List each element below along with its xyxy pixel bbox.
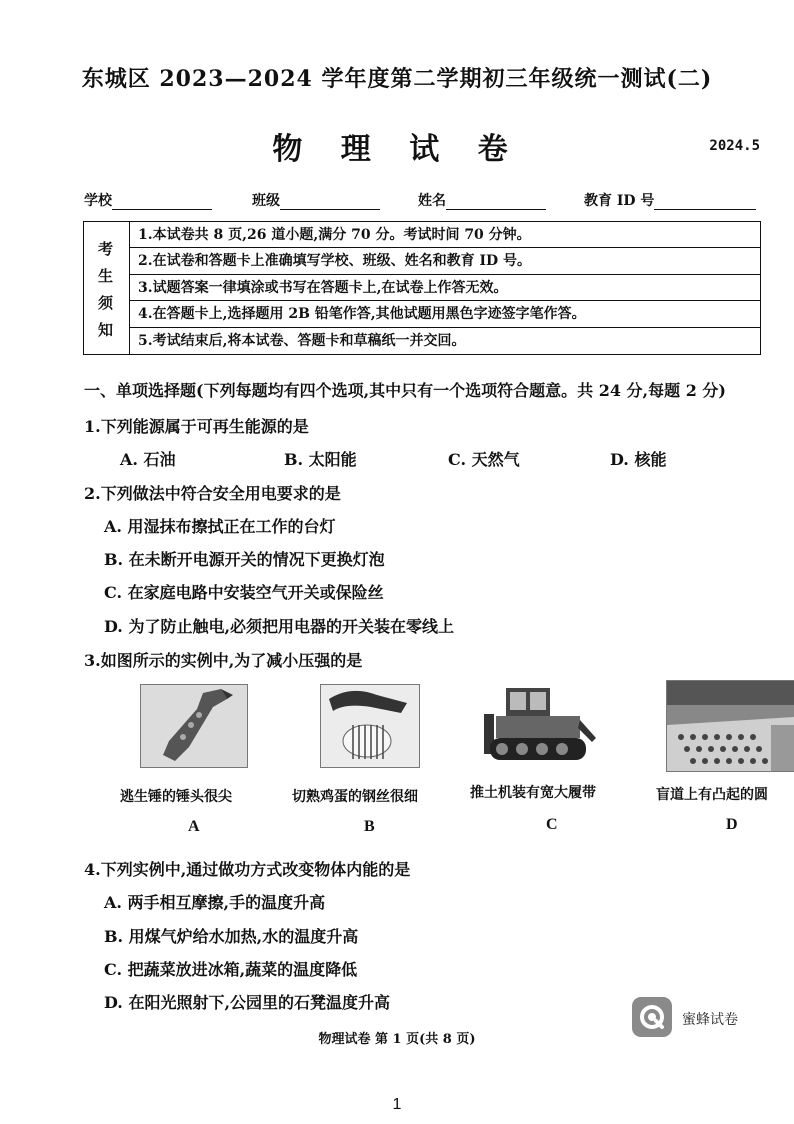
notice-label-char: 考 xyxy=(98,240,114,258)
class-blank[interactable] xyxy=(280,193,380,210)
notice-item: 5.考试结束后,将本试卷、答题卡和草稿纸一并交回。 xyxy=(138,332,466,349)
q4-option-b: B. 用煤气炉给水加热,水的温度升高 xyxy=(104,927,359,946)
notice-label-char: 须 xyxy=(98,294,114,312)
caption-b: 切熟鸡蛋的钢丝很细 xyxy=(292,789,418,805)
q2-option-c: C. 在家庭电路中安装空气开关或保险丝 xyxy=(104,583,384,602)
q1-option-d: D. 核能 xyxy=(610,450,667,469)
exam-title: 东城区 2023—2024 学年度第二学期初三年级统一测试(二) xyxy=(81,66,713,92)
q2-option-d: D. 为了防止触电,必须把用电器的开关装在零线上 xyxy=(104,617,455,636)
caption-d: 盲道上有凸起的圆 xyxy=(656,787,768,803)
q4-option-c: C. 把蔬菜放进冰箱,蔬菜的温度降低 xyxy=(104,960,358,979)
caption-c: 推土机装有宽大履带 xyxy=(470,785,596,801)
question-1-text: 1.下列能源属于可再生能源的是 xyxy=(84,417,309,436)
class-field[interactable] xyxy=(252,190,380,210)
letter-d: D xyxy=(726,816,738,833)
exam-subtitle: 物 理 试 卷 xyxy=(272,132,522,167)
notice-item: 2.在试卷和答题卡上准确填写学校、班级、姓名和教育 ID 号。 xyxy=(130,248,760,274)
q1-option-b: B. 太阳能 xyxy=(284,450,357,469)
bulldozer-image xyxy=(476,680,602,770)
q2-option-b: B. 在未断开电源开关的情况下更换灯泡 xyxy=(104,550,385,569)
education-id-blank[interactable] xyxy=(654,193,756,210)
school-label: 学校 xyxy=(84,193,112,209)
question-3-text: 3.如图所示的实例中,为了减小压强的是 xyxy=(84,651,363,670)
education-id-label: 教育 ID 号 xyxy=(584,193,655,209)
q1-option-a: A. 石油 xyxy=(120,450,176,469)
student-info-row xyxy=(84,190,764,212)
notice-item: 1.本试卷共 8 页,26 道小题,满分 70 分。考试时间 70 分钟。 xyxy=(130,222,760,248)
class-label: 班级 xyxy=(252,193,280,209)
name-blank[interactable] xyxy=(446,193,546,210)
egg-slicer-image xyxy=(320,684,420,768)
q4-option-d: D. 在阳光照射下,公园里的石凳温度升高 xyxy=(104,993,391,1012)
exam-notice-box xyxy=(83,221,761,355)
notice-items xyxy=(130,222,760,354)
exam-date: 2024.5 xyxy=(709,138,760,154)
caption-a: 逃生锤的锤头很尖 xyxy=(120,789,232,805)
letter-c: C xyxy=(546,816,558,833)
letter-b: B xyxy=(364,818,375,835)
escape-hammer-image xyxy=(140,684,248,768)
school-blank[interactable] xyxy=(112,193,212,210)
page-number: 1 xyxy=(392,1096,402,1113)
question-4-text: 4.下列实例中,通过做功方式改变物体内能的是 xyxy=(84,860,411,879)
tactile-paving-image xyxy=(666,680,794,772)
notice-item: 3.试题答案一律填涂或书写在答题卡上,在试卷上作答无效。 xyxy=(130,275,760,301)
notice-item: 4.在答题卡上,选择题用 2B 铅笔作答,其他试题用黑色字迹签字笔作答。 xyxy=(130,301,760,327)
q2-option-a: A. 用湿抹布擦拭正在工作的台灯 xyxy=(104,517,336,536)
section-heading: 一、单项选择题(下列每题均有四个选项,其中只有一个选项符合题意。共 24 分,每题 2 分) xyxy=(84,381,726,400)
letter-a: A xyxy=(188,818,200,835)
page-footer: 物理试卷 第 1 页(共 8 页) xyxy=(318,1032,476,1047)
q4-option-a: A. 两手相互摩擦,手的温度升高 xyxy=(104,893,326,912)
q1-option-c: C. 天然气 xyxy=(448,450,520,469)
notice-label-char: 知 xyxy=(98,321,114,339)
notice-label-char: 生 xyxy=(98,267,114,285)
name-label: 姓名 xyxy=(418,193,446,209)
question-2-text: 2.下列做法中符合安全用电要求的是 xyxy=(84,484,341,503)
brand-text: 蜜蜂试卷 xyxy=(682,1012,738,1028)
notice-label xyxy=(84,222,130,354)
education-id-field[interactable] xyxy=(584,190,756,210)
name-field[interactable] xyxy=(418,190,546,210)
school-field[interactable] xyxy=(84,190,212,210)
